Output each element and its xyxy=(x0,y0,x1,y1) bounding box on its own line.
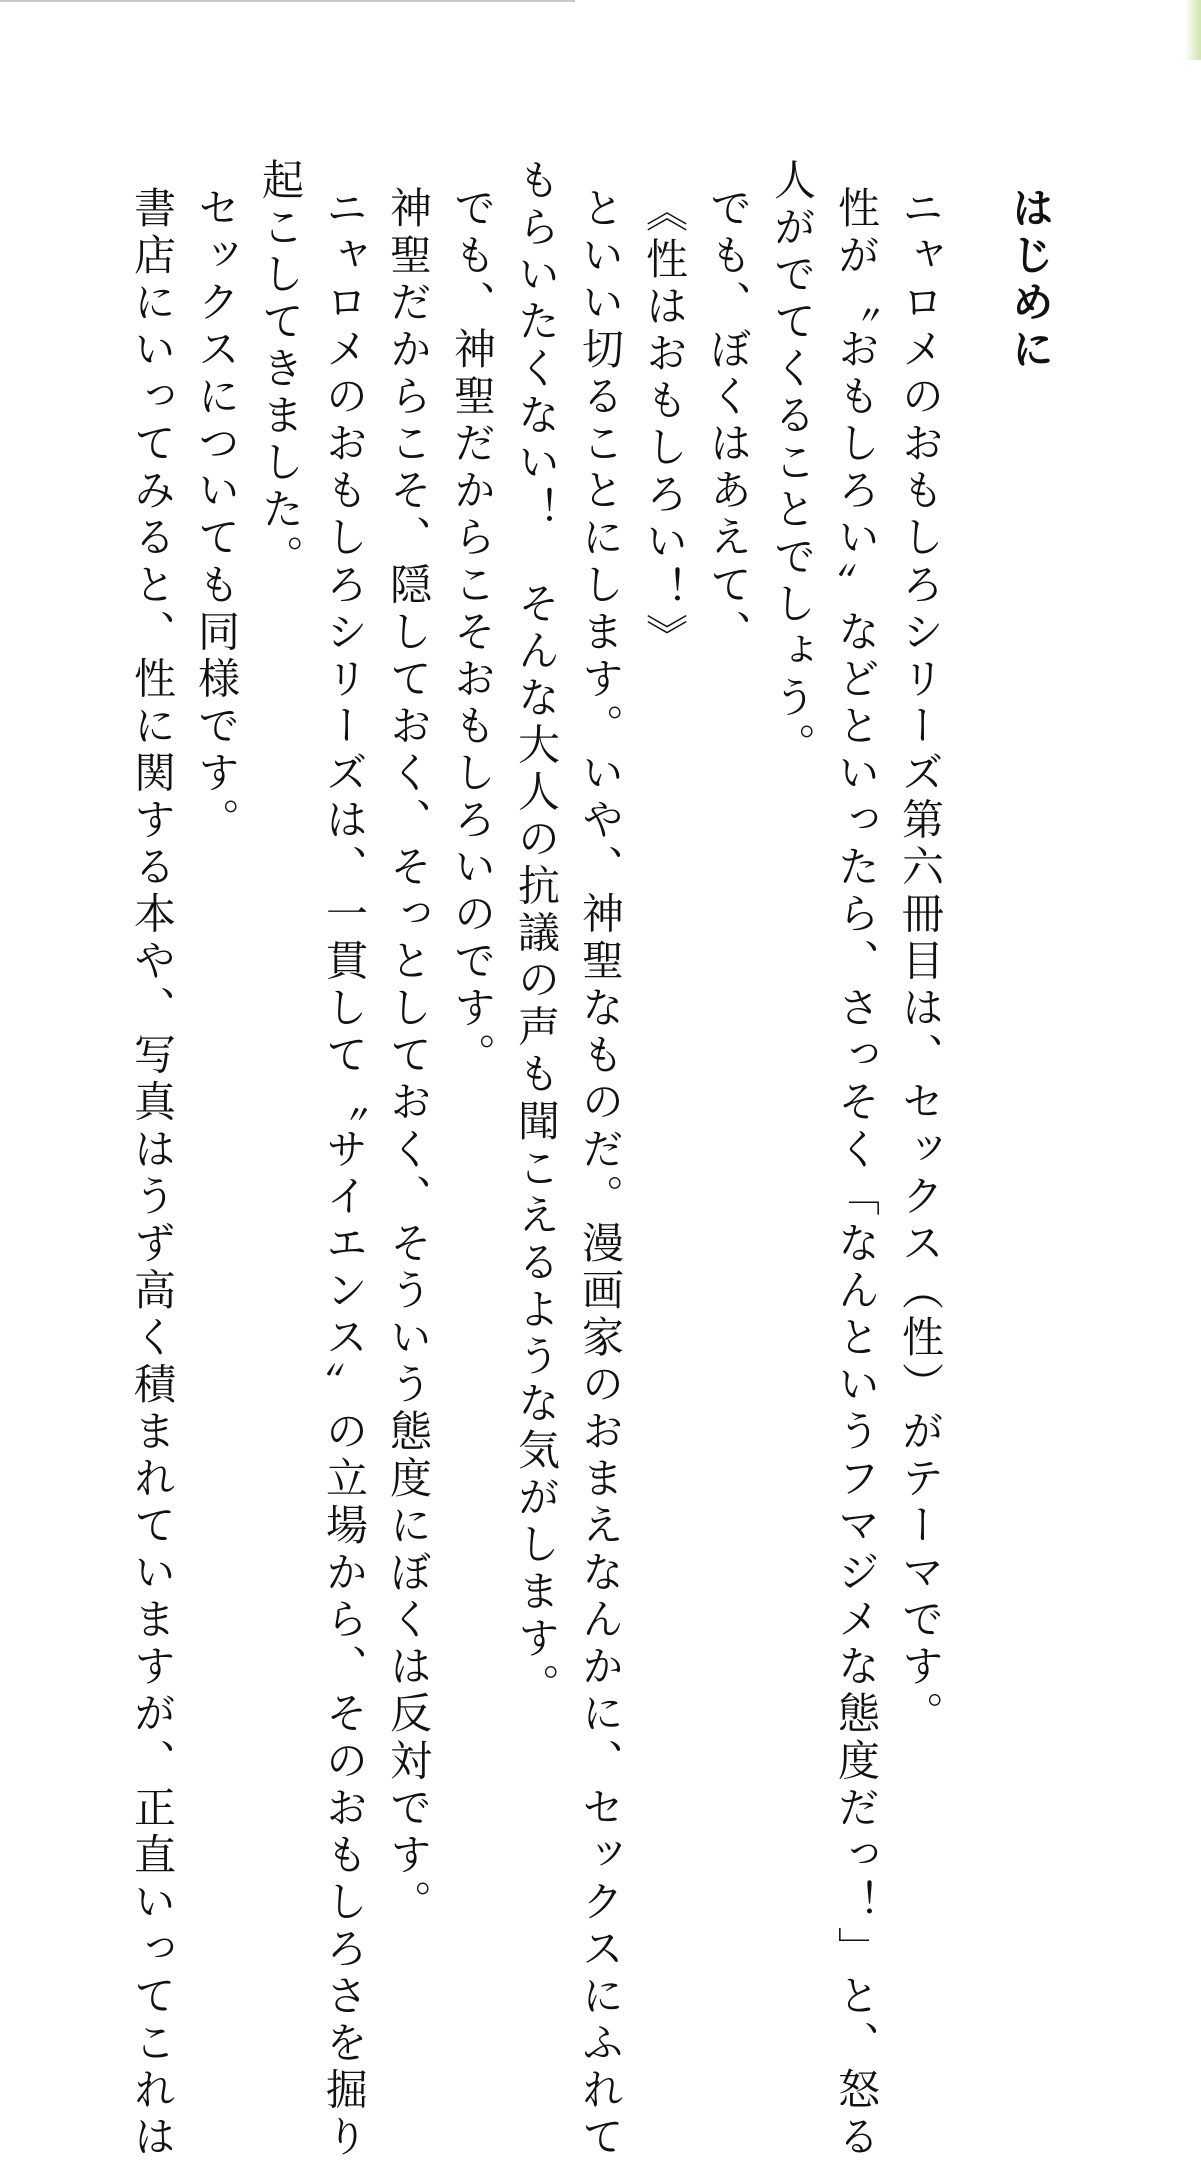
paragraph-line-9: 神聖だからこそ、隠しておく、そっとしておく、そういう態度にぼくは反対です。 xyxy=(384,186,433,1927)
paragraph-line-7: もらいたくない！ そんな大人の抗議の声も聞こえるような気がします。 xyxy=(512,158,561,1711)
paragraph-line-6: といい切ることにします。いや、神聖なものだ。漫画家のおまえなんかに、セックスにふれて xyxy=(576,186,625,2162)
page-title: はじめに xyxy=(1006,186,1055,375)
paragraph-line-4: でも、ぼくはあえて、 xyxy=(704,186,753,657)
paragraph-line-8: でも、神聖だからこそおもしろいのです。 xyxy=(448,186,497,1080)
paragraph-line-1: ニャロメのおもしろシリーズ第六冊目は、セックス（性）がテーマです。 xyxy=(896,186,945,1739)
paragraph-line-3: 人がでてくることでしょう。 xyxy=(768,158,817,770)
paragraph-line-13: 書店にいってみると、性に関する本や、写真はうず高く積まれていますが、正直いってこれは xyxy=(128,186,177,2162)
paragraph-line-11: 起こしてきました。 xyxy=(256,158,305,582)
paragraph-line-5: 《性はおもしろい！》 xyxy=(640,190,689,661)
paragraph-line-10: ニャロメのおもしろシリーズは、一貫して〝サイエンス〟の立場から、そのおもしろさを掘り xyxy=(320,186,369,2162)
paragraph-line-2: 性が〝おもしろい〟などといったら、さっそく「なんというフマジメな態度だっ！」と、怒る xyxy=(832,186,881,2162)
paragraph-line-12: セックスについても同様です。 xyxy=(192,186,241,845)
